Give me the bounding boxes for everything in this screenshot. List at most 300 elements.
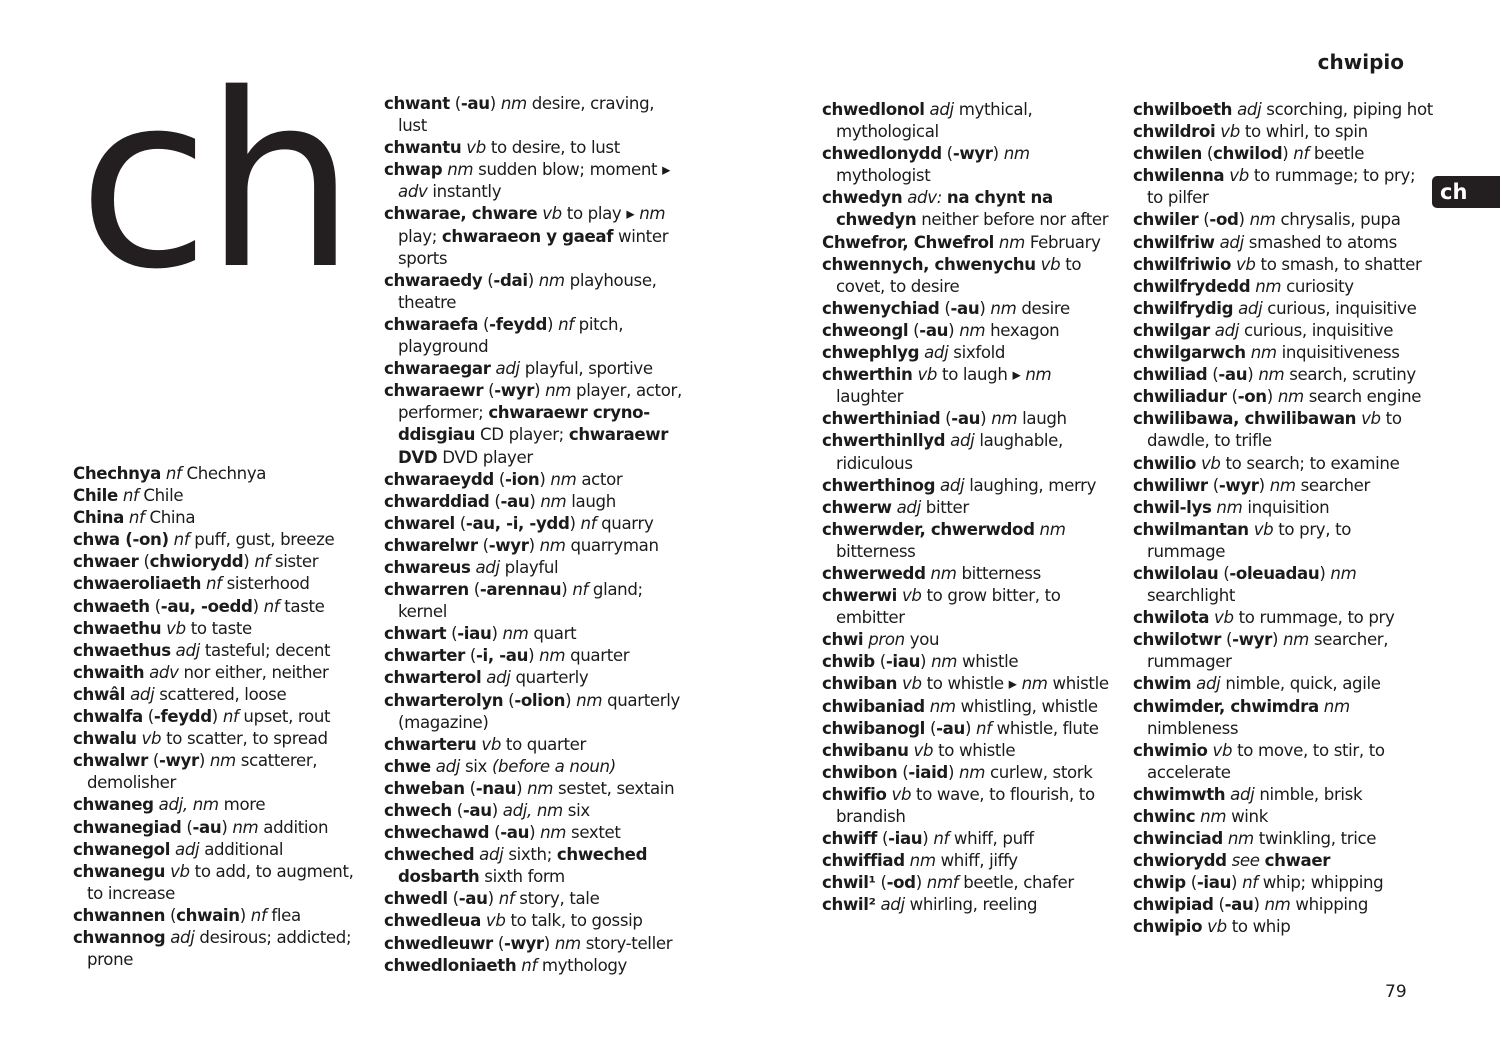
headword: chwiff xyxy=(822,829,878,849)
definition-text: actor xyxy=(576,469,623,489)
definition-text: to talk, to gossip xyxy=(505,911,643,931)
part-of-speech: nf xyxy=(572,580,588,600)
definition-text: ▸ xyxy=(1008,674,1022,694)
definition-text: ) xyxy=(964,718,977,738)
bold-phrase: -feydd xyxy=(489,314,547,334)
definition-text: to move, to stir, to accelerate xyxy=(1147,740,1385,782)
part-of-speech: nm xyxy=(990,298,1017,318)
bold-phrase: -au xyxy=(936,718,965,738)
bold-phrase: -wyr xyxy=(159,751,199,771)
definition-text: ) xyxy=(561,580,573,600)
headword: chwerthiniad xyxy=(822,409,941,429)
definition-text: quart xyxy=(528,624,577,644)
bold-phrase: na chynt na chwedyn xyxy=(836,188,1053,230)
headword: chwilota xyxy=(1133,608,1210,628)
definition-text: ( xyxy=(451,801,463,820)
headword: chwaith xyxy=(73,662,145,682)
bold-phrase: -oleuadau xyxy=(1229,563,1320,583)
definition-text: ) xyxy=(243,552,255,572)
dictionary-entry xyxy=(822,651,1120,673)
part-of-speech: adj xyxy=(896,497,921,517)
definition-text: to taste xyxy=(185,618,252,638)
definition-text: bitterness xyxy=(836,541,916,561)
dictionary-entry xyxy=(73,750,369,794)
dictionary-entry xyxy=(1133,475,1433,497)
dictionary-entry xyxy=(73,684,369,706)
dictionary-entry xyxy=(384,380,684,468)
headword: chwilboeth xyxy=(1133,100,1233,119)
dictionary-entry xyxy=(73,662,369,684)
part-of-speech: nf xyxy=(263,596,280,616)
headword: chwiler xyxy=(1133,210,1199,230)
headword: chwinciad xyxy=(1133,829,1223,849)
part-of-speech: adj xyxy=(486,668,511,688)
dictionary-entry xyxy=(822,585,1120,629)
dictionary-entry xyxy=(822,320,1120,342)
definition-text: ( xyxy=(482,270,494,290)
part-of-speech: nf xyxy=(250,905,267,925)
headword: chwantu xyxy=(384,138,462,158)
definition-text: ( xyxy=(1221,630,1233,650)
part-of-speech: nm xyxy=(1255,276,1282,296)
dictionary-entry xyxy=(1133,298,1433,320)
dictionary-entry xyxy=(73,728,369,750)
headword: Chile xyxy=(73,486,118,506)
definition-text: ( xyxy=(181,817,193,837)
bold-phrase: chweched dosbarth xyxy=(398,845,648,887)
part-of-speech: nm xyxy=(540,823,567,843)
definition-text: to quarter xyxy=(501,734,586,754)
definition-text: puff, gust, breeze xyxy=(189,530,335,550)
headword: chwilfriw xyxy=(1133,232,1215,252)
headword: chwil¹ xyxy=(822,873,876,893)
definition-text: ) xyxy=(252,596,264,616)
headword: chwilgarwch xyxy=(1133,343,1246,363)
definition-text: to laugh xyxy=(937,365,1013,385)
dictionary-entry xyxy=(1133,673,1433,695)
headword: chwaeroliaeth xyxy=(73,574,202,594)
bold-phrase: -arennau xyxy=(479,580,562,600)
definition-text: chrysalis, pupa xyxy=(1275,210,1401,230)
part-of-speech: nm xyxy=(1264,895,1291,915)
bold-phrase: -i, -au xyxy=(476,646,529,666)
definition-text: beetle xyxy=(1308,144,1365,164)
definition-text: nimbleness xyxy=(1147,718,1239,738)
dictionary-entry xyxy=(1133,894,1433,916)
part-of-speech: nm xyxy=(1323,696,1350,716)
definition-text: inquisition xyxy=(1242,497,1330,517)
bold-phrase: -au xyxy=(1224,895,1254,915)
definition-text: whistle xyxy=(1047,674,1109,694)
definition-text: flea xyxy=(266,905,301,925)
part-of-speech: nm xyxy=(639,204,666,224)
definition-text: ) xyxy=(539,469,551,489)
definition-text: neither before nor after xyxy=(916,210,1109,230)
definition-text: ) xyxy=(529,491,541,511)
dictionary-entry xyxy=(384,933,684,955)
headword: chwarae, chware xyxy=(384,204,538,224)
part-of-speech: adj xyxy=(130,684,155,704)
bold-phrase: -iau xyxy=(885,652,921,672)
definition-text: gland; kernel xyxy=(398,580,643,622)
definition-text: bitterness xyxy=(956,563,1041,583)
definition-text: ( xyxy=(449,94,461,113)
bold-phrase: -feydd xyxy=(153,707,212,727)
definition-text: sixth form xyxy=(479,867,565,887)
dictionary-entry xyxy=(1133,165,1433,209)
definition-text: scatterer, demolisher xyxy=(87,751,318,793)
definition-text: curious, inquisitive xyxy=(1239,320,1394,340)
definition-text: ( xyxy=(464,778,476,798)
definition-text: to grow bitter, to embitter xyxy=(836,586,1061,628)
definition-text: whiff, jiffy xyxy=(935,851,1018,871)
part-of-speech: adv xyxy=(149,662,179,682)
definition-text: laughing, merry xyxy=(964,475,1097,495)
part-of-speech: nf xyxy=(128,508,145,528)
definition-text: nimble, brisk xyxy=(1254,784,1363,804)
headword: chwe xyxy=(384,756,431,776)
part-of-speech: nf xyxy=(933,829,949,849)
headword: chwannog xyxy=(73,927,166,947)
part-of-speech: nm xyxy=(538,270,565,290)
dictionary-entry xyxy=(73,573,369,595)
headword: chwifio xyxy=(822,784,887,804)
definition-text: to whistle xyxy=(921,674,1009,694)
part-of-speech: nf xyxy=(122,486,139,506)
headword: chwilenna xyxy=(1133,166,1225,186)
definition-text: ) xyxy=(528,535,540,555)
definition-text: ) xyxy=(565,690,577,710)
dictionary-entry xyxy=(1133,408,1433,452)
part-of-speech: vb xyxy=(1207,917,1227,937)
dictionary-entry xyxy=(1133,99,1433,121)
headword: chwerwedd xyxy=(822,563,926,583)
definition-text: ) xyxy=(491,801,503,820)
headword: chwalfa xyxy=(73,707,143,727)
dictionary-entry xyxy=(1133,916,1433,938)
definition-text: ( xyxy=(489,823,501,843)
definition-text: ) xyxy=(947,762,960,782)
italic-note: (before a noun) xyxy=(491,756,616,776)
headword: chwedyn xyxy=(822,188,903,208)
part-of-speech: adj xyxy=(924,343,949,363)
definition-text: ) xyxy=(489,94,501,113)
part-of-speech: vb xyxy=(466,138,486,158)
definition-text: whip; whipping xyxy=(1257,873,1384,893)
headword: chwibanogl xyxy=(822,718,926,738)
definition-text: searcher, rummager xyxy=(1147,630,1389,672)
dictionary-entry xyxy=(822,187,1120,231)
dictionary-entry xyxy=(1133,254,1433,276)
headword: chwilen xyxy=(1133,144,1202,164)
dictionary-entry xyxy=(1133,143,1433,165)
definition-text: whistle xyxy=(957,652,1019,672)
part-of-speech: adj xyxy=(435,756,461,776)
definition-text: ( xyxy=(503,690,515,710)
part-of-speech: nm xyxy=(550,469,577,489)
definition-text: quarterly (magazine) xyxy=(398,690,680,732)
part-of-speech: nm xyxy=(959,320,986,340)
part-of-speech: nm xyxy=(998,232,1025,252)
headword: chwerw xyxy=(822,497,892,517)
part-of-speech: adj, nm xyxy=(502,801,563,820)
bold-phrase: -nau xyxy=(475,778,517,798)
dictionary-entry xyxy=(822,894,1120,916)
definition-text: player, actor, performer; xyxy=(398,381,682,423)
definition-text: to rummage, to pry xyxy=(1233,608,1395,628)
definition-text: to smash, to shatter xyxy=(1255,254,1422,274)
part-of-speech: adj xyxy=(1214,320,1240,340)
headword: chwerwder, chwerwdod xyxy=(822,519,1035,539)
dictionary-entry xyxy=(384,800,684,822)
bold-phrase: -wyr xyxy=(488,535,529,555)
definition-text: desire, craving, lust xyxy=(398,94,655,136)
headword: chwalu xyxy=(73,729,137,749)
headword: chwedlonydd xyxy=(822,144,942,164)
definition-text: tasteful; decent xyxy=(199,640,331,660)
definition-text: mythical, mythological xyxy=(836,100,1033,142)
definition-text: to desire, to lust xyxy=(485,138,620,158)
definition-text: ) xyxy=(1271,630,1284,650)
headword: chwilmantan xyxy=(1133,519,1249,539)
definition-text: ) xyxy=(992,144,1004,164)
part-of-speech: vb xyxy=(1200,453,1221,473)
definition-text: to pry, to rummage xyxy=(1147,519,1352,561)
definition-text: to whip xyxy=(1226,917,1291,937)
part-of-speech: nm xyxy=(1039,519,1066,539)
definition-text: ) xyxy=(543,933,555,953)
headword: chwaraewr xyxy=(384,381,484,401)
part-of-speech: vb xyxy=(1253,519,1274,539)
headword: chwilibawa, chwilibawan xyxy=(1133,409,1357,429)
definition-text: ( xyxy=(874,652,886,672)
definition-text: whistling, whistle xyxy=(955,696,1098,716)
definition-text: ) xyxy=(547,314,559,334)
headword: chwaethu xyxy=(73,618,162,638)
headword: chwimio xyxy=(1133,740,1208,760)
definition-text: ( xyxy=(941,144,953,164)
definition-text: ( xyxy=(1218,563,1230,583)
definition-text: addition xyxy=(258,817,329,837)
dictionary-entry xyxy=(384,513,684,535)
definition-text: upset, rout xyxy=(238,707,331,727)
part-of-speech: nm xyxy=(1283,630,1309,650)
bold-phrase: -au xyxy=(919,320,949,340)
definition-text: to dawdle, to trifle xyxy=(1147,409,1402,451)
part-of-speech: adj xyxy=(479,845,504,865)
part-of-speech: nm xyxy=(1227,829,1254,849)
headword: chwilfrydig xyxy=(1133,298,1234,318)
definition-text: ( xyxy=(925,718,937,738)
headword: chwibanu xyxy=(822,740,909,760)
dictionary-entry xyxy=(73,507,369,529)
part-of-speech: adj, nm xyxy=(158,795,219,815)
definition-text: desire xyxy=(1016,298,1070,318)
part-of-speech: vb xyxy=(1214,608,1234,628)
part-of-speech: nm xyxy=(539,535,566,555)
part-of-speech: nf xyxy=(165,464,182,483)
bold-phrase: chwiorydd xyxy=(149,552,244,572)
part-of-speech: nm xyxy=(1003,144,1030,164)
part-of-speech: nm xyxy=(527,778,554,798)
dictionary-entry xyxy=(822,828,1120,850)
dictionary-entry xyxy=(73,817,369,839)
part-of-speech: nf xyxy=(222,707,239,727)
headword: chwinc xyxy=(1133,807,1196,826)
definition-text: ) xyxy=(487,889,499,909)
part-of-speech: nm xyxy=(539,646,566,666)
headword: chwanegiad xyxy=(73,817,182,837)
dictionary-entry xyxy=(1133,629,1433,673)
definition-text: quarterly xyxy=(510,668,589,688)
dictionary-entry xyxy=(822,850,1120,872)
definition-text: nimble, quick, agile xyxy=(1220,674,1381,694)
definition-text: ) xyxy=(948,320,960,340)
headword: chwerthin xyxy=(822,365,913,385)
definition-text: ) xyxy=(534,381,546,401)
headword: chwim xyxy=(1133,674,1192,694)
bold-phrase: -iau xyxy=(888,829,923,849)
headword: chwiliad xyxy=(1133,365,1208,385)
part-of-speech: nm xyxy=(232,817,259,837)
headword: chwerwi xyxy=(822,586,897,606)
definition-text: ) xyxy=(922,829,934,849)
definition-text: instantly xyxy=(427,182,502,202)
dictionary-entry xyxy=(822,718,1120,740)
definition-text: ( xyxy=(1201,144,1214,164)
definition-text: ( xyxy=(1226,387,1238,407)
definition-text: ( xyxy=(939,298,951,318)
definition-text: pitch, playground xyxy=(398,314,624,357)
dictionary-entry xyxy=(1133,209,1433,231)
part-of-speech: vb xyxy=(891,784,912,804)
part-of-speech: adj xyxy=(950,431,975,451)
headword: chwech xyxy=(384,801,452,820)
definition-text: ) xyxy=(527,270,539,290)
bold-phrase: -wyr xyxy=(1232,630,1272,650)
definition-text: to whirl, to spin xyxy=(1239,122,1368,142)
dictionary-entry xyxy=(822,519,1120,563)
definition-text: ( xyxy=(489,491,501,511)
dictionary-entry xyxy=(1133,364,1433,386)
definition-text: ( xyxy=(464,646,476,666)
definition-text: ) xyxy=(1258,475,1270,495)
definition-text: nor either, neither xyxy=(178,662,329,682)
definition-text: playful xyxy=(499,557,559,577)
definition-text: ( xyxy=(483,381,495,401)
definition-text: laugh xyxy=(1017,409,1067,429)
dictionary-entry xyxy=(384,270,684,314)
headword: Chwefror, Chwefrol xyxy=(822,232,994,252)
headword: chwedleuwr xyxy=(384,933,493,953)
definition-text: ▸ xyxy=(626,204,640,224)
part-of-speech: nmf xyxy=(926,873,959,893)
bold-phrase: -wyr xyxy=(952,144,993,164)
part-of-speech: nf xyxy=(173,530,190,550)
dictionary-entry xyxy=(73,861,369,905)
headword: chwarel xyxy=(384,513,455,533)
definition-text: scorching, piping hot xyxy=(1261,100,1433,119)
headword: chwart xyxy=(384,624,447,644)
dictionary-column-1 xyxy=(73,463,369,971)
definition-text: to wave, to flourish, to brandish xyxy=(836,784,1095,826)
part-of-speech: nm xyxy=(1200,807,1227,826)
dictionary-entry xyxy=(384,491,684,513)
dictionary-entry xyxy=(73,927,369,971)
dictionary-entry xyxy=(73,551,369,573)
definition-text: play; xyxy=(398,226,442,246)
dictionary-entry xyxy=(1133,850,1433,872)
headword: chwaraedy xyxy=(384,270,483,290)
definition-text: to add, to augment, to increase xyxy=(87,861,354,903)
definition-text: story, tale xyxy=(514,889,600,909)
definition-text: ( xyxy=(478,314,490,334)
headword: chwâl xyxy=(73,684,126,704)
headword: chwa (-on) xyxy=(73,530,169,550)
bold-phrase: chwaraeon y gaeaf xyxy=(441,226,614,246)
definition-text: twinkling, trice xyxy=(1253,829,1377,849)
dictionary-entry xyxy=(384,822,684,844)
dictionary-entry xyxy=(384,778,684,800)
definition-text: search engine xyxy=(1303,387,1422,407)
definition-text: sisterhood xyxy=(221,574,310,594)
part-of-speech: vb xyxy=(1361,409,1381,429)
dictionary-entry xyxy=(1133,740,1433,784)
definition-text: curlew, stork xyxy=(985,762,1093,782)
headword: chwanegol xyxy=(73,839,171,859)
headword: chwarterol xyxy=(384,668,482,688)
dictionary-entry xyxy=(384,955,684,977)
dictionary-entry xyxy=(384,623,684,645)
definition-text: ) xyxy=(528,646,540,666)
dictionary-entry xyxy=(1133,519,1433,563)
part-of-speech: nm xyxy=(929,696,956,716)
bold-phrase: -wyr xyxy=(494,381,535,401)
part-of-speech: nm xyxy=(1330,563,1357,583)
headword: chwaeth xyxy=(73,596,150,616)
part-of-speech: nm xyxy=(931,652,958,672)
definition-text: ( xyxy=(165,905,177,925)
definition-text: China xyxy=(144,508,196,528)
dictionary-entry xyxy=(1133,563,1433,607)
headword: chwaraeydd xyxy=(384,469,494,489)
dictionary-entry xyxy=(822,673,1120,695)
part-of-speech: adj xyxy=(929,100,954,119)
part-of-speech: pron xyxy=(868,630,905,650)
dictionary-entry xyxy=(822,762,1120,784)
part-of-speech: vb xyxy=(170,861,190,881)
definition-text: ( xyxy=(908,320,920,340)
definition-text: CD player; xyxy=(475,425,569,445)
dictionary-entry xyxy=(822,232,1120,254)
headword: chwiliwr xyxy=(1133,475,1208,495)
headword: chwiorydd xyxy=(1133,851,1227,871)
definition-text: playful, sportive xyxy=(519,359,653,379)
dictionary-entry xyxy=(384,645,684,667)
dictionary-entry xyxy=(822,475,1120,497)
part-of-speech: vb xyxy=(1212,740,1233,760)
dictionary-entry xyxy=(1133,497,1433,519)
definition-text: ) xyxy=(211,707,223,727)
definition-text: ) xyxy=(569,513,581,533)
headword: chwipiad xyxy=(1133,895,1214,915)
dictionary-entry xyxy=(822,342,1120,364)
headword: chwechawd xyxy=(384,823,490,843)
dictionary-entry xyxy=(384,358,684,380)
definition-text: ( xyxy=(875,873,887,893)
definition-text: ( xyxy=(468,580,480,600)
definition-text: to scatter, to spread xyxy=(161,729,328,749)
